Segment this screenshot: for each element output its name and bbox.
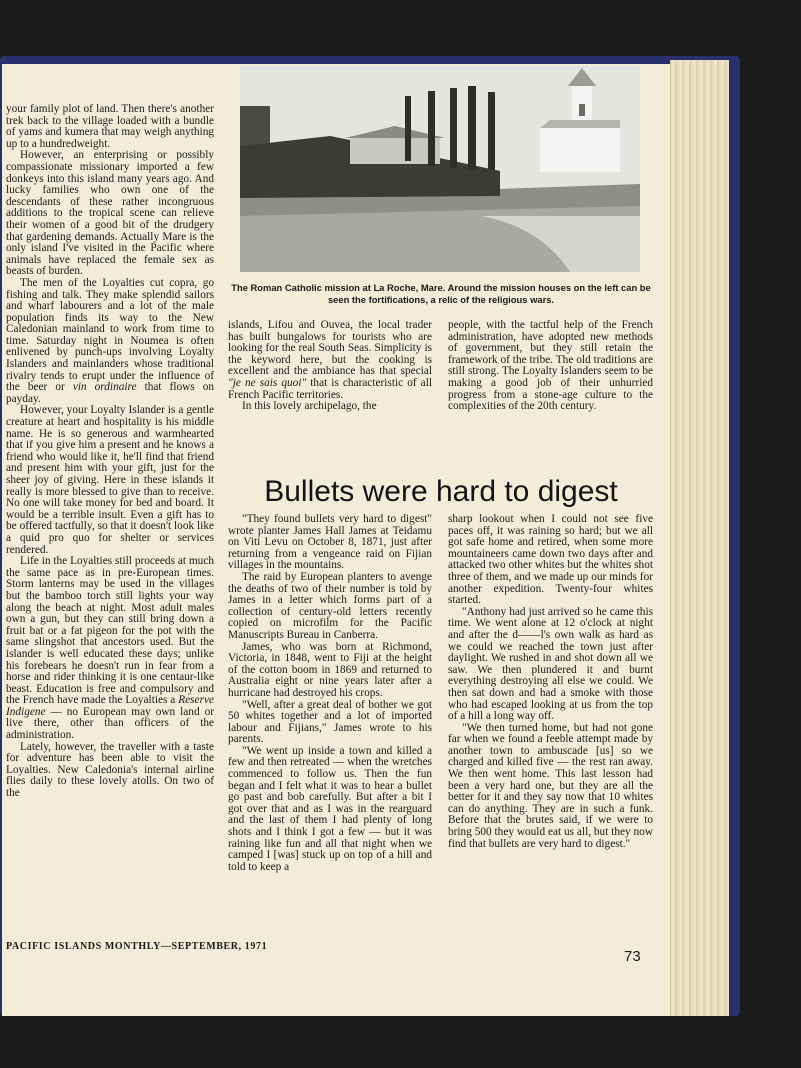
paragraph: [6, 278, 214, 406]
paragraph: sharp lookout when I could not see five paces off, it was raining so hard; but we all got safe home and retired, when some more mountaineers came down two days after and attacked two other whites but the whites shot three of them, and we made up our minds for another expedition. Twenty-four whites started.: [448, 513, 653, 607]
text-run: Life in the Loyalties still proceeds at much the same pace as in pre-European times. Storm lanterns may be used in the villages but the bamboo torch still lights your way along the beach at night. Most adult males own a gun, but they can still bring down a fruit bat or a fat pigeon for the pot with the same slingshot that ancestors used. But the islander is well educated these days; unlike his forebears he doesn't run in fear from a horse and rider thinking it is one centaur-like beast. Education is free and compulsory and the French have made the Loyalties a: [6, 555, 214, 707]
column-3-bottom: [448, 514, 653, 850]
text-run: The men of the Loyalties cut copra, go fishing and talk. They make splendid sailors and wharf labourers and a lot of the male population finds its way to the New Caledonian mainland to work from time to time. Saturday night in Noumea is often enlivened by punch-ups involving Loyalty Islanders and mainlanders whose traditional rivalry tends to erupt under the influence of the beer or: [6, 276, 214, 394]
magazine-footer: PACIFIC ISLANDS MONTHLY—SEPTEMBER, 1971: [6, 941, 268, 952]
text-run: — no European may own land or live there, other than officers of the administration.: [6, 705, 214, 742]
text-run: that is characteristic of all French Pacific territories.: [228, 376, 432, 401]
paragraph: James, who was born at Richmond, Victoria, in 1848, went to Fiji at the height of the cotton boom in 1869 and returned to Australia eight or nine years later after a hurricane had destroyed his crops.: [228, 640, 432, 699]
paragraph: The raid by European planters to avenge the deaths of two of their number is told by James in a letter which forms part of a collection of century-old letters recently copied on microfilm for the Pacific Manuscripts Bureau in Canberra.: [228, 570, 432, 641]
column-1: [6, 104, 214, 800]
paragraph: your family plot of land. Then there's another trek back to the village loaded with a bundle of yams and kumera that may weigh anything up to a hundredweight.: [6, 103, 214, 150]
paragraph: Lately, however, the traveller with a taste for adventure has been able to visit the Loyalties. New Caledonia's internal airline flies daily to these lovely atolls. On two of the: [6, 740, 214, 800]
page-number: 73: [624, 948, 641, 965]
photo-caption: The Roman Catholic mission at La Roche, Mare. Around the mission houses on the left can be seen the fortifications, a relic of the religious wars.: [231, 282, 651, 305]
mission-photo: [240, 66, 640, 272]
paragraph: However, your Loyalty Islander is a gentle creature at heart and hospitality is his middle name. He is so generous and warmhearted that if you give him a present and he knows a friend who would like it, he'll find that friend and present him with your gift, just for the sheer joy of giving. Here in these islands it really is more blessed to give than to receive. No one will take money for bed and board. It would be a terrible insult. Even a gift has to be offered tactfully, so that it doesn't look like a quid pro quo for shelter or services rendered.: [6, 404, 214, 556]
paragraph: "We went up inside a town and killed a few and then retreated — when the wretches commenced to follow us. Then the fun began and I felt what it was to hear a bullet go past and bob carefully. But after a bit I got over that and as I was in the rearguard and the last of them I had plenty of long shots and I think I got a few — but it was raining like fun and all that night when we camped I [was] stuck up on top of a hill and told to keep a: [228, 744, 432, 873]
paragraph: "We then turned home, but had not gone far when we found a feeble attempt made by another town to ambuscade [us] so we charged and killed five — the rest ran away. We then went home. This last lesson had been a very hard one, but they are all the better for it and they say now that 10 whites can do anything. They are in such a funk. Before that the brutes said, if we were to bring 500 they would eat us all, but they now find that bullets are very hard to digest.": [448, 721, 653, 850]
paragraph: In this lovely archipelago, the: [242, 400, 377, 413]
mission-photo-illustration: [240, 66, 640, 272]
paragraph: "They found bullets very hard to digest" wrote planter James Hall James at Teidamu on Viti Levu on October 8, 1871, just after returning from a vengeance raid on Fijian villages in the mountains.: [228, 513, 432, 572]
paragraph: [6, 556, 214, 742]
italic-text: Reserve Indigene: [6, 694, 214, 718]
paragraph: people, with the tactful help of the French administration, have adopted new methods of government, but they still retain the framework of the tribe. The old traditions are still strong. The Loyalty Islanders seem to be making a good job of their unhurried progress from a stone-age culture to the complexities of the 20th century.: [448, 319, 653, 413]
text-run: islands, Lifou and Ouvea, the local trader has built bungalows for tourists who are looking for the real South Seas. Simplicity is the keyword here, but the cooking is excellent and the ambiance has that special: [228, 319, 432, 378]
column-2-bottom: [228, 514, 432, 873]
paragraph: [228, 320, 432, 401]
paragraph: However, an enterprising or possibly compassionate missionary imported a few donkeys into this island many years ago. And lucky families who own one of the descendants of these rather incongruous additions to the tropical scene can relieve their women of a good bit of the drudgery that gardening demands. Actually Mare is the only island I've visited in the Pacific where animals have replaced the female sex as beasts of burden.: [6, 149, 214, 278]
italic-text: "je ne sais quoi": [228, 376, 307, 389]
magazine-page: [2, 64, 670, 1016]
page-edges: [670, 60, 729, 1016]
paragraph: "Anthony had just arrived so he came this time. We went alone at 12 o'clock at night and after the d——l's own walk as hard as we could we reached the town just after daylight. We rushed in and shot down all we saw. We then plundered it and burnt everything destroying all else we could. We then sat down and had a smoke with those who had escaped looking at us from the top of a hill a long way off.: [448, 605, 653, 723]
text-run: that flows on payday.: [6, 381, 215, 405]
paragraph: "Well, after a great deal of bother we got 50 whites together and a lot of imported labour and Fijians," James wrote to his parents.: [228, 698, 432, 746]
italic-text: vin ordinaire: [72, 381, 137, 394]
column-3-top: [448, 320, 653, 413]
article-headline: Bullets were hard to digest: [264, 475, 618, 508]
column-2-top: [228, 320, 432, 413]
